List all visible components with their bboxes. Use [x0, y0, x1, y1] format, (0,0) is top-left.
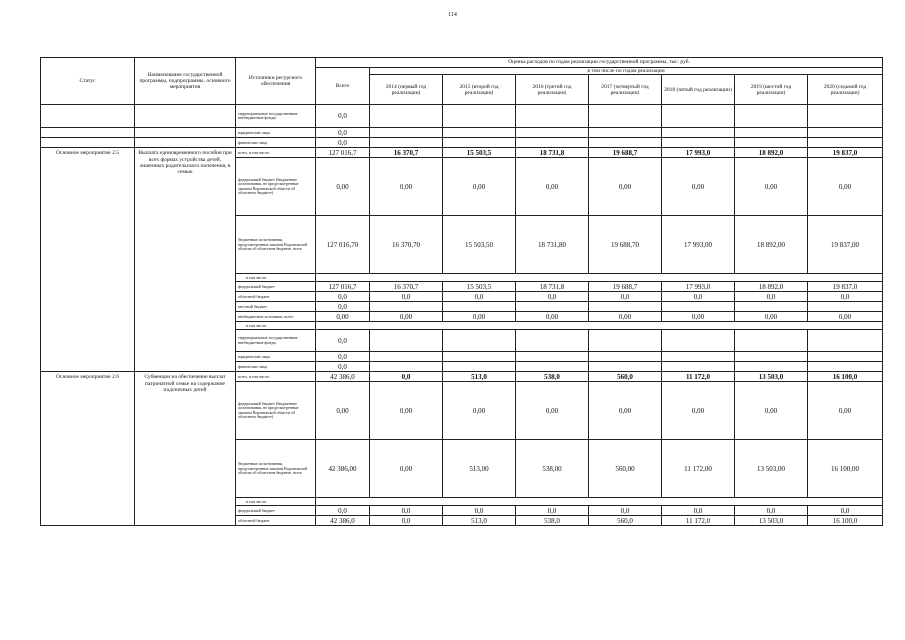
- value-cell: 18 892,0: [735, 282, 808, 292]
- source-cell: территориальные государственные внебюджетные фонды: [236, 105, 316, 128]
- value-cell: 0,00: [370, 158, 443, 216]
- value-cell: 17 993,0: [662, 282, 735, 292]
- header-total: Всего: [316, 68, 370, 105]
- value-cell: 0,0: [443, 506, 516, 516]
- value-cell: 0,00: [370, 312, 443, 322]
- event-name: Субвенции на обеспечение выплат патронатной семье на содержание подопечных детей: [135, 372, 236, 526]
- value-cell: [735, 330, 808, 352]
- page-number: 114: [448, 12, 457, 18]
- value-cell: [443, 105, 516, 128]
- value-cell: 0,00: [662, 312, 735, 322]
- value-cell: [516, 330, 589, 352]
- source-cell: внебюджетные источники, всего: [236, 312, 316, 322]
- blank-cell: [316, 274, 883, 282]
- value-cell: [370, 352, 443, 362]
- value-cell: [808, 362, 883, 372]
- source-cell: федеральный бюджет (бюджетные ассигнования, не предусмотренные законом Воронежской области об областном бюджете): [236, 382, 316, 440]
- header-year: 2015 (второй год реализации): [443, 75, 516, 105]
- total-cell: 127 016,70: [316, 216, 370, 274]
- value-cell: [443, 302, 516, 312]
- total-cell: 0,0: [316, 128, 370, 138]
- source-cell: юридические лица: [236, 352, 316, 362]
- table-row: [41, 148, 883, 158]
- value-cell: [808, 352, 883, 362]
- value-cell: [662, 105, 735, 128]
- value-cell: [370, 138, 443, 148]
- status-cell: [41, 105, 135, 128]
- header-year: 2014 (первый год реализации): [370, 75, 443, 105]
- value-cell: 0,00: [370, 440, 443, 498]
- event-status: Основное мероприятие 2.5: [41, 148, 135, 372]
- source-cell: федеральный бюджет (бюджетные ассигнования, не предусмотренные законом Воронежской области об областном бюджете): [236, 158, 316, 216]
- table-row: [41, 105, 883, 128]
- header-year: 2018 (пятый год реализации): [662, 75, 735, 105]
- value-cell: 560,0: [589, 516, 662, 526]
- total-cell: 42 386,00: [316, 440, 370, 498]
- value-cell: [443, 330, 516, 352]
- value-cell: 0,0: [808, 506, 883, 516]
- value-cell: [735, 352, 808, 362]
- header-name: Наименование государственной программы, подпрограммы, основного мероприятия: [135, 58, 236, 105]
- value-cell: [735, 105, 808, 128]
- total-cell: 0,00: [316, 158, 370, 216]
- value-cell: 0,00: [589, 158, 662, 216]
- header-estimate: Оценка расходов по годам реализации государственной программы, тыс. руб.: [316, 58, 883, 68]
- value-cell: [735, 302, 808, 312]
- value-cell: 0,00: [735, 158, 808, 216]
- value-cell: 0,00: [443, 158, 516, 216]
- value-cell: 0,0: [589, 292, 662, 302]
- value-cell: [735, 128, 808, 138]
- header-source: Источники ресурсного обеспечения: [236, 58, 316, 105]
- total-cell: 0,0: [316, 292, 370, 302]
- value-cell: 560,00: [589, 440, 662, 498]
- value-cell: [808, 330, 883, 352]
- status-cell: [41, 128, 135, 138]
- source-cell: в том числе:: [236, 322, 316, 330]
- value-cell: [589, 362, 662, 372]
- value-cell: [370, 362, 443, 372]
- value-cell: 19 688,7: [589, 148, 662, 158]
- total-cell: 127 016,7: [316, 282, 370, 292]
- header-status: Статус: [41, 58, 135, 105]
- value-cell: 0,0: [370, 292, 443, 302]
- table-row: [41, 138, 883, 148]
- total-cell: 42 386,0: [316, 516, 370, 526]
- value-cell: 18 731,8: [516, 148, 589, 158]
- value-cell: 0,00: [443, 312, 516, 322]
- value-cell: [516, 362, 589, 372]
- total-cell: 0,00: [316, 382, 370, 440]
- value-cell: [662, 362, 735, 372]
- value-cell: 19 837,00: [808, 216, 883, 274]
- source-cell: областной бюджет: [236, 516, 316, 526]
- value-cell: 513,00: [443, 440, 516, 498]
- value-cell: [516, 128, 589, 138]
- value-cell: 0,00: [662, 158, 735, 216]
- value-cell: [808, 128, 883, 138]
- source-cell: физические лица: [236, 138, 316, 148]
- event-status: Основное мероприятие 2.6: [41, 372, 135, 526]
- value-cell: 0,0: [443, 292, 516, 302]
- source-cell: областной бюджет: [236, 292, 316, 302]
- value-cell: 19 837,0: [808, 148, 883, 158]
- table-row: [41, 128, 883, 138]
- source-cell: бюджетные ассигнования, предусмотренные законом Воронежской области об областном бюджете, всего: [236, 216, 316, 274]
- source-cell: федеральный бюджет: [236, 506, 316, 516]
- source-cell: всего, в том числе:: [236, 372, 316, 382]
- value-cell: [443, 362, 516, 372]
- total-cell: 0,00: [316, 312, 370, 322]
- value-cell: 538,0: [516, 516, 589, 526]
- resource-table: [40, 57, 883, 526]
- value-cell: 18 731,80: [516, 216, 589, 274]
- value-cell: 17 993,0: [662, 148, 735, 158]
- value-cell: 15 503,5: [443, 148, 516, 158]
- total-cell: 42 386,0: [316, 372, 370, 382]
- header-year: 2016 (третий год реализации): [516, 75, 589, 105]
- value-cell: 19 688,70: [589, 216, 662, 274]
- value-cell: [589, 302, 662, 312]
- total-cell: 0,0: [316, 105, 370, 128]
- value-cell: 11 172,00: [662, 440, 735, 498]
- value-cell: 513,0: [443, 516, 516, 526]
- value-cell: 19 688,7: [589, 282, 662, 292]
- source-cell: местный бюджет: [236, 302, 316, 312]
- header-year: 2020 (седьмой год реализации): [808, 75, 883, 105]
- value-cell: [370, 302, 443, 312]
- value-cell: 0,0: [370, 516, 443, 526]
- value-cell: 15 503,50: [443, 216, 516, 274]
- value-cell: 0,00: [443, 382, 516, 440]
- header-year: 2017 (четвертый год реализации): [589, 75, 662, 105]
- value-cell: 18 892,0: [735, 148, 808, 158]
- value-cell: 16 370,7: [370, 282, 443, 292]
- value-cell: [589, 128, 662, 138]
- status-cell: [41, 138, 135, 148]
- value-cell: [662, 138, 735, 148]
- event-name: Выплата единовременного пособия при всех формах устройства детей, лишенных родительского попечения, в семью: [135, 148, 236, 372]
- name-cell: [135, 105, 236, 128]
- name-cell: [135, 128, 236, 138]
- value-cell: [589, 138, 662, 148]
- value-cell: [662, 302, 735, 312]
- value-cell: [516, 302, 589, 312]
- value-cell: 538,00: [516, 440, 589, 498]
- value-cell: 0,00: [735, 312, 808, 322]
- value-cell: 0,00: [808, 158, 883, 216]
- header-year: 2019 (шестой год реализации): [735, 75, 808, 105]
- blank-cell: [316, 322, 883, 330]
- source-cell: всего, в том числе:: [236, 148, 316, 158]
- value-cell: 0,0: [808, 292, 883, 302]
- value-cell: [808, 105, 883, 128]
- value-cell: [370, 128, 443, 138]
- value-cell: 0,00: [516, 382, 589, 440]
- value-cell: 17 993,00: [662, 216, 735, 274]
- value-cell: 0,00: [589, 312, 662, 322]
- value-cell: [589, 330, 662, 352]
- value-cell: [443, 128, 516, 138]
- value-cell: 0,00: [370, 382, 443, 440]
- value-cell: [662, 352, 735, 362]
- value-cell: [662, 330, 735, 352]
- source-cell: федеральный бюджет: [236, 282, 316, 292]
- value-cell: 0,0: [370, 372, 443, 382]
- total-cell: 0,0: [316, 506, 370, 516]
- value-cell: 13 503,00: [735, 440, 808, 498]
- value-cell: [516, 105, 589, 128]
- value-cell: 513,0: [443, 372, 516, 382]
- value-cell: 0,0: [662, 292, 735, 302]
- value-cell: 0,00: [808, 382, 883, 440]
- value-cell: 19 837,0: [808, 282, 883, 292]
- value-cell: 11 172,0: [662, 516, 735, 526]
- value-cell: 0,0: [662, 506, 735, 516]
- value-cell: 16 100,0: [808, 372, 883, 382]
- value-cell: 538,0: [516, 372, 589, 382]
- total-cell: 0,0: [316, 330, 370, 352]
- value-cell: [443, 352, 516, 362]
- value-cell: 0,00: [662, 382, 735, 440]
- value-cell: 560,0: [589, 372, 662, 382]
- source-cell: территориальные государственные внебюджетные фонды: [236, 330, 316, 352]
- value-cell: 11 172,0: [662, 372, 735, 382]
- total-cell: 127 016,7: [316, 148, 370, 158]
- source-cell: бюджетные ассигнования, предусмотренные законом Воронежской области об областном бюджете, всего: [236, 440, 316, 498]
- value-cell: 0,0: [516, 292, 589, 302]
- value-cell: [808, 302, 883, 312]
- value-cell: [443, 138, 516, 148]
- value-cell: 16 100,0: [808, 516, 883, 526]
- value-cell: 0,0: [516, 506, 589, 516]
- source-cell: в том числе:: [236, 498, 316, 506]
- value-cell: 18 892,00: [735, 216, 808, 274]
- total-cell: 0,0: [316, 352, 370, 362]
- total-cell: 0,0: [316, 302, 370, 312]
- value-cell: [808, 138, 883, 148]
- value-cell: 0,00: [589, 382, 662, 440]
- value-cell: 0,0: [589, 506, 662, 516]
- total-cell: 0,0: [316, 138, 370, 148]
- value-cell: 15 503,5: [443, 282, 516, 292]
- value-cell: 18 731,8: [516, 282, 589, 292]
- value-cell: 16 370,7: [370, 148, 443, 158]
- header-including: в том числе по годам реализации: [370, 68, 883, 75]
- value-cell: 0,00: [516, 158, 589, 216]
- value-cell: 16 370,70: [370, 216, 443, 274]
- total-cell: 0,0: [316, 362, 370, 372]
- value-cell: [516, 138, 589, 148]
- blank-cell: [316, 498, 883, 506]
- value-cell: [370, 330, 443, 352]
- value-cell: 0,0: [370, 506, 443, 516]
- table-row: [41, 372, 883, 382]
- value-cell: 13 503,0: [735, 516, 808, 526]
- value-cell: 0,0: [735, 506, 808, 516]
- value-cell: [589, 105, 662, 128]
- value-cell: [516, 352, 589, 362]
- value-cell: 0,00: [735, 382, 808, 440]
- value-cell: [370, 105, 443, 128]
- value-cell: 16 100,00: [808, 440, 883, 498]
- value-cell: [735, 138, 808, 148]
- value-cell: [662, 128, 735, 138]
- value-cell: 0,0: [735, 292, 808, 302]
- source-cell: в том числе:: [236, 274, 316, 282]
- value-cell: 0,00: [516, 312, 589, 322]
- name-cell: [135, 138, 236, 148]
- value-cell: 0,00: [808, 312, 883, 322]
- value-cell: [589, 352, 662, 362]
- source-cell: юридические лица: [236, 128, 316, 138]
- value-cell: 13 503,0: [735, 372, 808, 382]
- value-cell: [735, 362, 808, 372]
- source-cell: физические лица: [236, 362, 316, 372]
